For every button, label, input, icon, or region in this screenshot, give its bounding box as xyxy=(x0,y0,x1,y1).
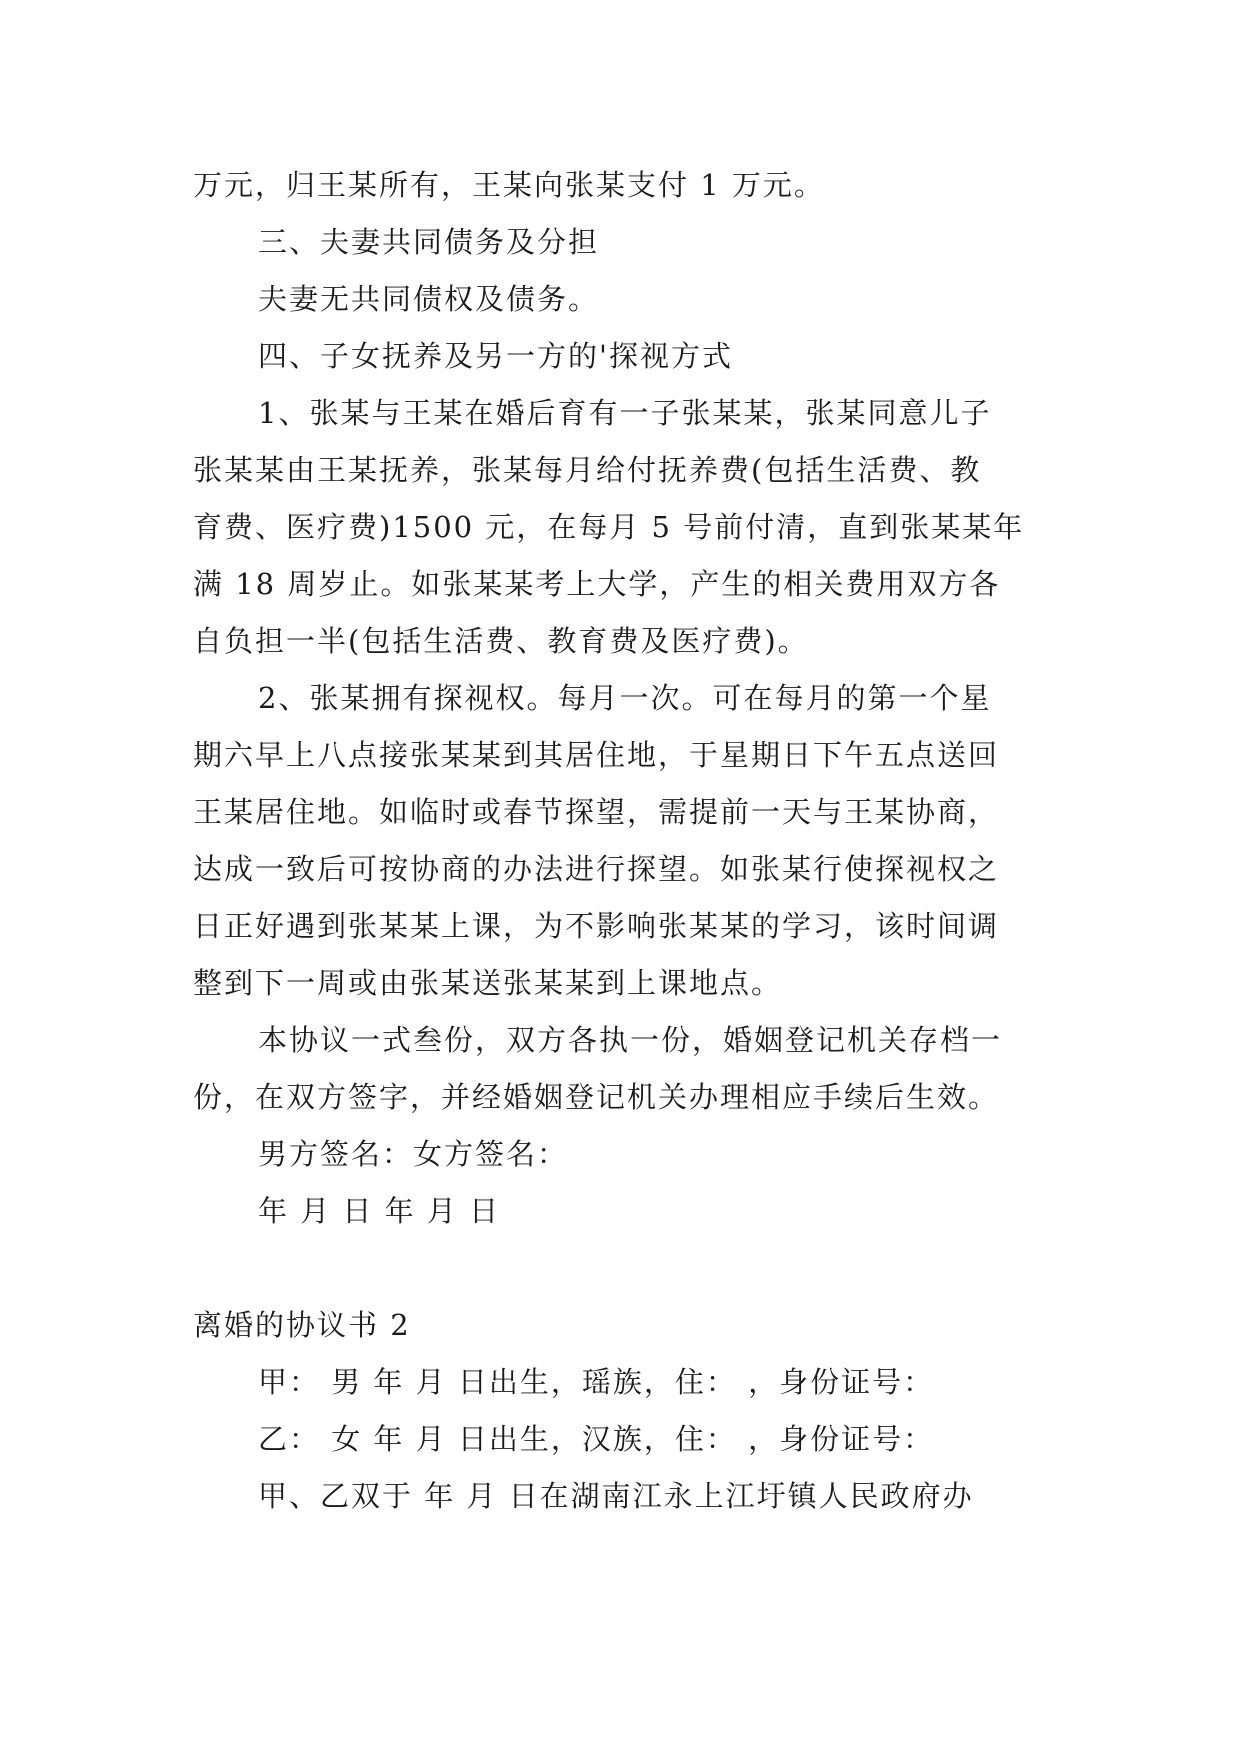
text-line-15: 整到下一周或由张某送张某某到上课地点。 xyxy=(193,966,783,1000)
text-line-10: 2、张某拥有探视权。每月一次。可在每月的第一个星 xyxy=(258,681,992,715)
text-line-16: 本协议一式叁份，双方各执一份，婚姻登记机关存档一 xyxy=(258,1023,1003,1057)
section-title-agreement-2: 离婚的协议书 2 xyxy=(193,1308,411,1342)
date-line: 年 月 日 年 月 日 xyxy=(258,1194,501,1228)
section-heading-debts: 三、夫妻共同债务及分担 xyxy=(258,225,600,259)
text-line-12: 王某居住地。如临时或春节探望，需提前一天与王某协商， xyxy=(193,795,1000,829)
text-line-8: 满 18 周岁止。如张某某考上大学，产生的相关费用双方各 xyxy=(193,567,1001,601)
party-a-line: 甲： 男 年 月 日出生，瑶族，住： ，身份证号： xyxy=(258,1365,935,1399)
text-line-3: 夫妻无共同债权及债务。 xyxy=(258,282,600,316)
text-line-5: 1、张某与王某在婚后育有一子张某某，张某同意儿子 xyxy=(258,396,992,430)
text-line-23: 甲、乙双于 年 月 日在湖南江永上江圩镇人民政府办 xyxy=(258,1479,974,1513)
text-line-6: 张某某由王某抚养，张某每月给付抚养费(包括生活费、教 xyxy=(193,453,982,487)
text-line-13: 达成一致后可按协商的办法进行探望。如张某行使探视权之 xyxy=(193,852,1000,886)
section-heading-child-custody: 四、子女抚养及另一方的'探视方式 xyxy=(258,339,733,373)
text-line-14: 日正好遇到张某某上课，为不影响张某某的学习，该时间调 xyxy=(193,909,1000,943)
signature-line: 男方签名：女方签名： xyxy=(258,1137,569,1171)
party-b-line: 乙： 女 年 月 日出生，汉族，住： ，身份证号： xyxy=(258,1422,935,1456)
text-line-11: 期六早上八点接张某某到其居住地，于星期日下午五点送回 xyxy=(193,738,1000,772)
text-line-9: 自负担一半(包括生活费、教育费及医疗费)。 xyxy=(193,624,809,658)
text-line-17: 份，在双方签字，并经婚姻登记机关办理相应手续后生效。 xyxy=(193,1080,1000,1114)
text-line-7: 育费、医疗费)1500 元，在每月 5 号前付清，直到张某某年 xyxy=(193,510,1025,544)
text-line-1: 万元，归王某所有，王某向张某支付 1 万元。 xyxy=(193,168,825,202)
